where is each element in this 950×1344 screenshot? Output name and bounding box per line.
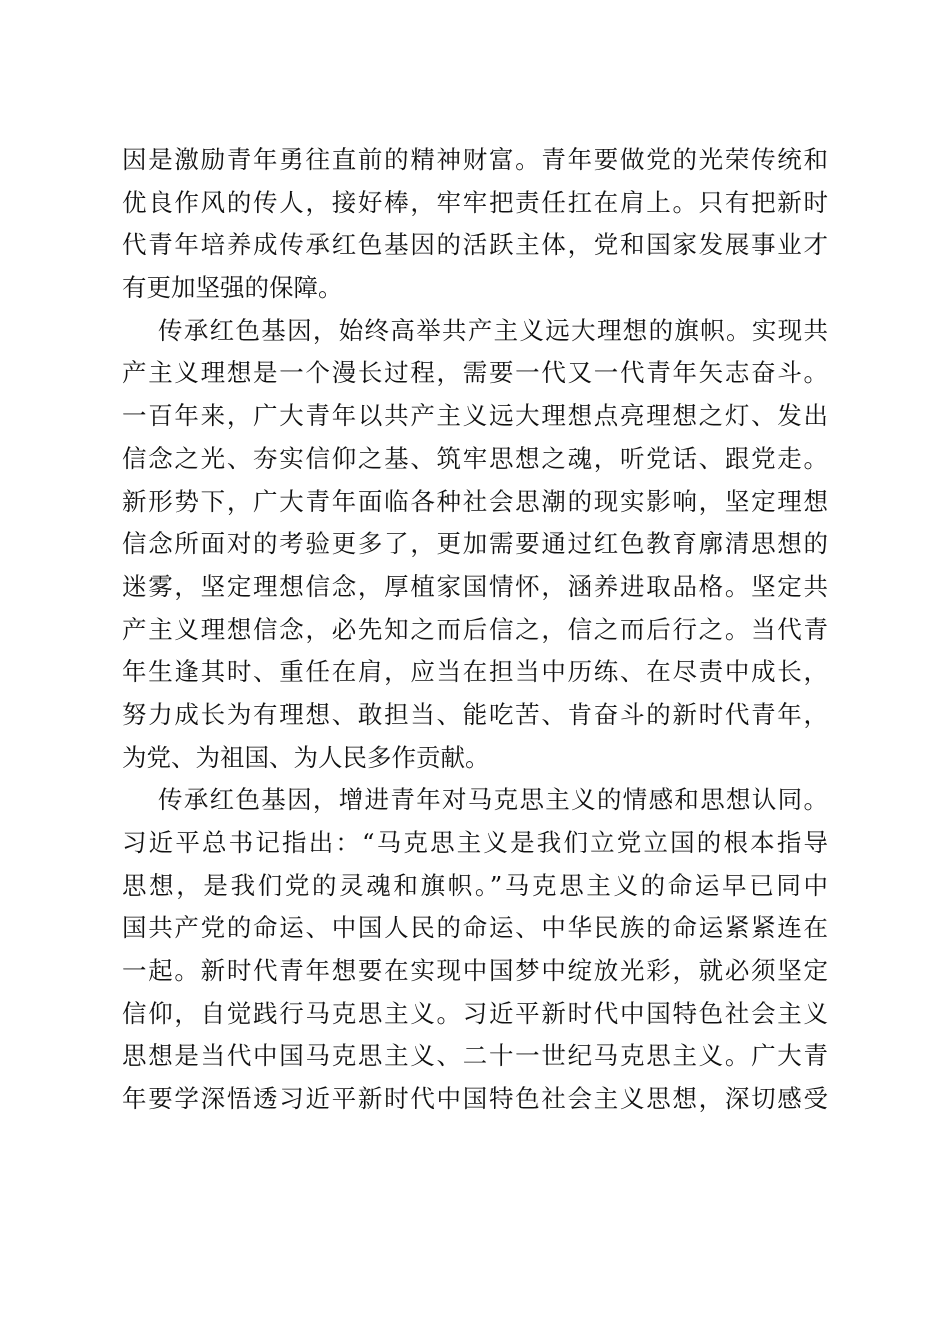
text-line: 思想是当代中国马克思主义、二十一世纪马克思主义。广大青 [122, 1041, 828, 1071]
text-line: 年生逢其时、重任在肩，应当在担当中历练、在尽责中成长， [122, 657, 828, 687]
body-text [122, 139, 828, 1121]
text-line: 为党、为祖国、为人民多作贡献。 [122, 742, 490, 772]
text-line: 信念所面对的考验更多了，更加需要通过红色教育廓清思想的 [122, 529, 828, 559]
text-line: 思想，是我们党的灵魂和旗帜。”马克思主义的命运早已同中 [122, 870, 828, 900]
text-line: 努力成长为有理想、敢担当、能吃苦、肯奋斗的新时代青年， [122, 699, 828, 729]
text-line: 代青年培养成传承红色基因的活跃主体，党和国家发展事业才 [122, 230, 828, 260]
text-line: 国共产党的命运、中国人民的命运、中华民族的命运紧紧连在 [122, 913, 828, 943]
paragraph [122, 310, 828, 780]
text-line: 优良作风的传人，接好棒，牢牢把责任扛在肩上。只有把新时 [122, 187, 828, 217]
text-line: 有更加坚强的保障。 [122, 273, 343, 303]
paragraph [122, 139, 828, 310]
text-line: 新形势下，广大青年面临各种社会思潮的现实影响，坚定理想 [122, 486, 828, 516]
text-line: 一起。新时代青年想要在实现中国梦中绽放光彩，就必须坚定 [122, 956, 828, 986]
text-line: 信仰，自觉践行马克思主义。习近平新时代中国特色社会主义 [122, 998, 828, 1028]
text-line: 信念之光、夯实信仰之基、筑牢思想之魂，听党话、跟党走。 [122, 443, 828, 473]
text-line: 传承红色基因，增进青年对马克思主义的情感和思想认同。 [158, 785, 828, 815]
text-line: 因是激励青年勇往直前的精神财富。青年要做党的光荣传统和 [122, 145, 828, 174]
text-line: 一百年来，广大青年以共产主义远大理想点亮理想之灯、发出 [122, 401, 828, 431]
text-line: 迷雾，坚定理想信念，厚植家国情怀，涵养进取品格。坚定共 [122, 571, 828, 601]
text-line: 年要学深悟透习近平新时代中国特色社会主义思想，深切感受 [122, 1084, 828, 1114]
paragraph [122, 779, 828, 1121]
text-line: 产主义理想是一个漫长过程，需要一代又一代青年矢志奋斗。 [122, 358, 828, 388]
text-line: 传承红色基因，始终高举共产主义远大理想的旗帜。实现共 [158, 315, 828, 345]
text-line: 产主义理想信念，必先知之而后信之，信之而后行之。当代青 [122, 614, 828, 644]
text-line: 习近平总书记指出：“马克思主义是我们立党立国的根本指导 [122, 828, 828, 857]
